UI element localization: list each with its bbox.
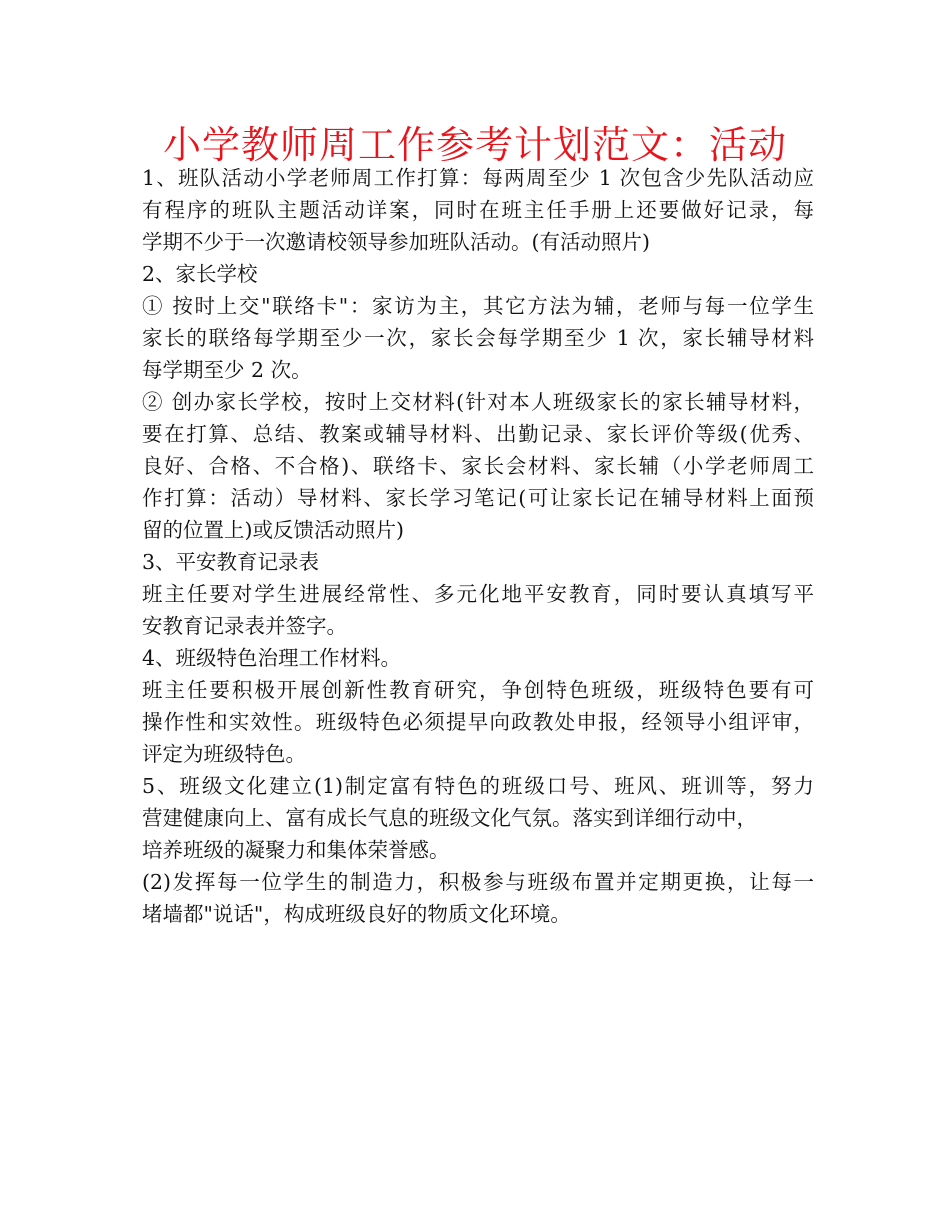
body-line: 4、班级特色治理工作材料。 [142, 646, 402, 670]
body-line: ② 创办家长学校，按时上交材料(针对本人班级家长的家长辅导材料， [142, 390, 814, 414]
body-line: (2)发挥每一位学生的制造力，积极参与班级布置并定期更换，让每一 [142, 870, 814, 894]
body-line: 作打算：活动）导材料、家长学习笔记(可让家长记在辅导材料上面预 [142, 486, 814, 510]
body-line: 要在打算、总结、教案或辅导材料、出勤记录、家长评价等级(优秀、 [142, 422, 814, 446]
body-line: 操作性和实效性。班级特色必须提早向政教处申报，经领导小组评审， [142, 710, 814, 734]
body-line: 班主任要积极开展创新性教育研究，争创特色班级，班级特色要有可 [142, 678, 814, 702]
body-line: ① 按时上交"联络卡"：家访为主，其它方法为辅，老师与每一位学生 [142, 294, 814, 318]
body-line: 留的位置上)或反馈活动照片) [142, 518, 404, 542]
body-line: 3、平安教育记录表 [142, 550, 320, 574]
body-line: 班主任要对学生进展经常性、多元化地平安教育，同时要认真填写平 [142, 582, 814, 606]
body-line: 2、家长学校 [142, 262, 258, 286]
body-line: 营建健康向上、富有成长气息的班级文化气氛。落实到详细行动中， [142, 806, 757, 830]
document-title: 小学教师周工作参考计划范文：活动 [162, 123, 787, 167]
document-body [142, 162, 814, 930]
body-line: 家长的联络每学期至少一次，家长会每学期至少 1 次，家长辅导材料 [142, 326, 814, 350]
body-line: 良好、合格、不合格)、联络卡、家长会材料、家长辅（小学老师周工 [142, 454, 814, 478]
body-line: 堵墙都"说话"，构成班级良好的物质文化环境。 [142, 902, 571, 926]
body-line: 学期不少于一次邀请校领导参加班队活动。(有活动照片) [142, 230, 650, 254]
body-line: 培养班级的凝聚力和集体荣誉感。 [142, 838, 450, 862]
body-line: 每学期至少 2 次。 [142, 358, 312, 382]
body-line: 安教育记录表并签字。 [142, 614, 347, 638]
body-line: 评定为班级特色。 [142, 742, 306, 766]
body-line: 1、班队活动小学老师周工作打算：每两周至少 1 次包含少先队活动应 [142, 166, 814, 190]
body-line: 有程序的班队主题活动详案，同时在班主任手册上还要做好记录，每 [142, 198, 814, 222]
body-line: 5、班级文化建立(1)制定富有特色的班级口号、班风、班训等，努力 [142, 774, 814, 798]
